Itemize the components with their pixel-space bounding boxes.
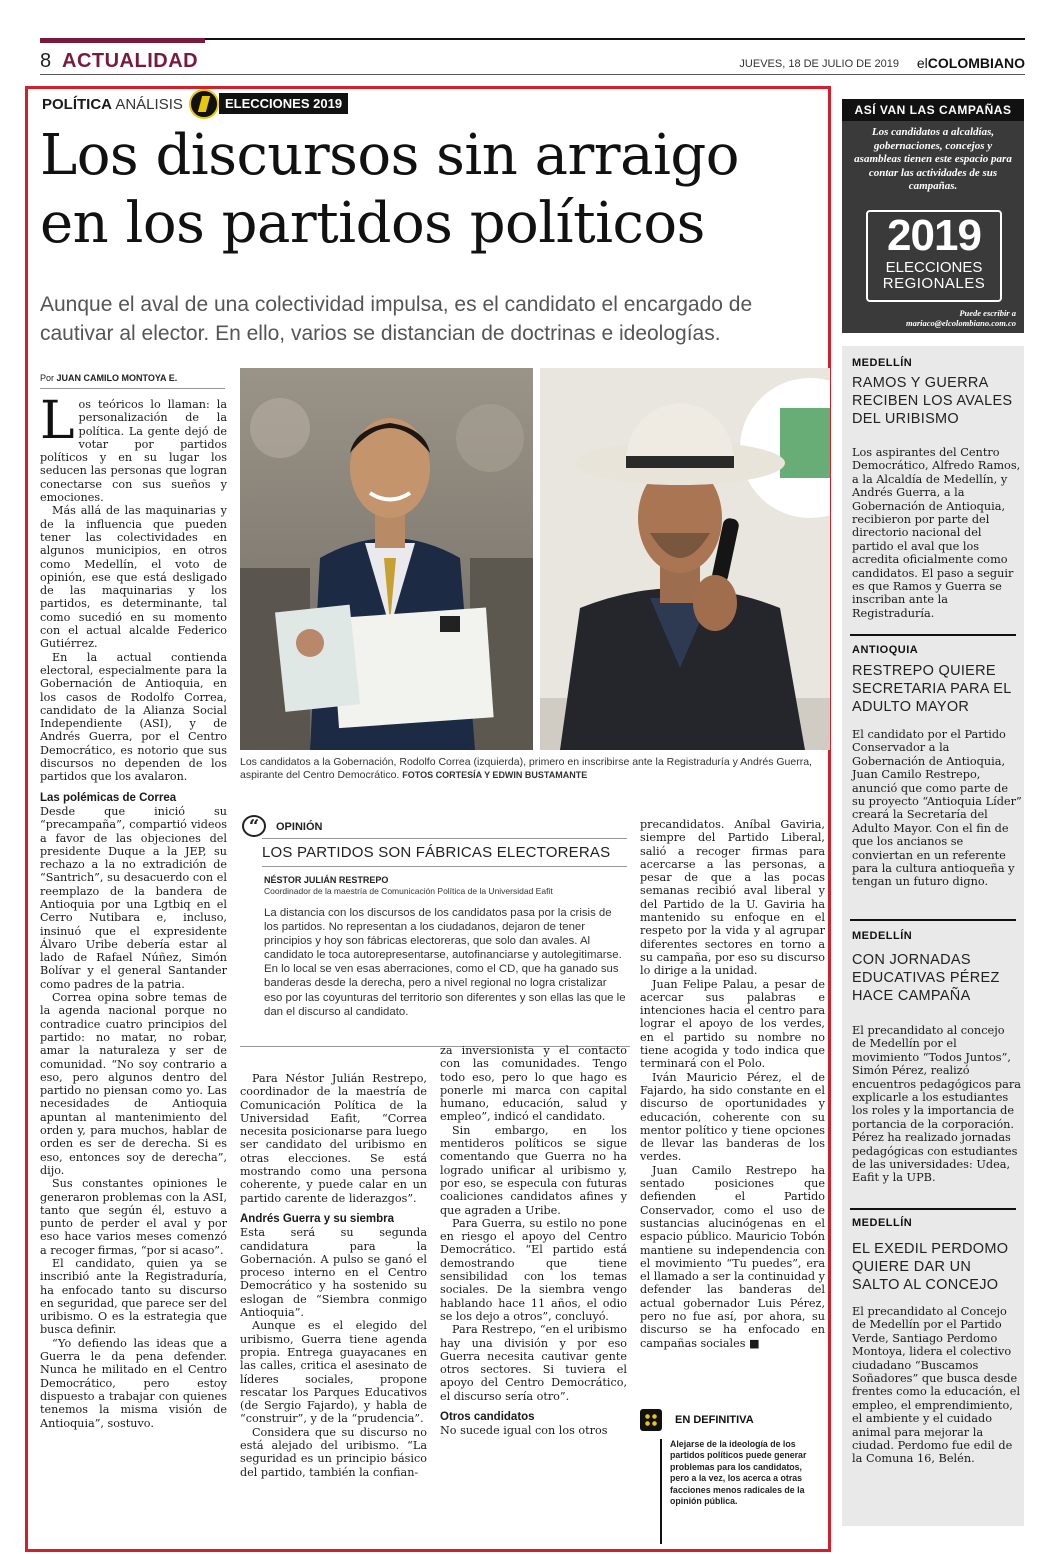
header-bottom-rule — [40, 74, 1025, 75]
photo-caption — [240, 756, 830, 782]
sidebar-item-title: EL EXEDIL PERDOMO QUIERE DAR UN SALTO AL CONCEJO — [852, 1241, 1009, 1293]
paragraph: Sus constantes opiniones le generaron problemas con la ASI, tanto que según él, estuvo a punto de perder el aval y por eso hace varios meses comenzó a recoger firmas, “por si acaso”. — [40, 1177, 227, 1257]
sidebar-item-title: CON JORNADAS EDUCATIVAS PÉREZ HACE CAMPAÑA — [852, 952, 1000, 1004]
paragraph: En la actual contienda electoral, especialmente para la Gobernación de Antioquia, en los casos de Rodolfo Correa, candidato de la Alianza Social Independiente (ASI), y de Andrés Guerra, por el Centro Democrático, es notorio que sus discursos no dependen de los partidos que los avalaron. — [40, 650, 227, 784]
sidebar-contact: Puede escribir a mariaco@elcolombiano.com.co — [905, 308, 1016, 328]
paragraph: Aunque es el elegido del uribismo, Guerra tiene agenda propia. Entrega guayacanes en las calles, critica el asesinato de líderes sociales, propone rescatar los Parques Educativos (de Sergio Fajardo), y habla de “construir”, y de la “prudencia”. — [240, 1319, 427, 1426]
paragraph: “Yo defiendo las ideas que a Guerra le da pena defender. Nunca he militado en el Centro Democrático, pero estoy dispuesto a trabajar con quienes tenemos la misma visión de Antioquia”, sostuvo. — [40, 1336, 227, 1430]
sidebar-item-text: Los aspirantes del Centro Democrático, Alfredo Ramos, a la Alcaldía de Medellín, y Andrés Guerra, a la Gobernación de Antioquia, recibieron por parte del directorio nacional del partido el aval que los acredita oficialmente como candidatos. El paso a seguir es que Ramos y Guerra se inscriban ante la Registraduría. — [852, 446, 1021, 620]
paragraph: Considera que su discurso no está alejado del uribismo. “La seguridad es un principio básico del partido, también la confian- — [240, 1425, 427, 1479]
article-kicker — [42, 96, 183, 113]
logo-year: 2019 — [887, 211, 981, 260]
article-column-2 — [240, 1072, 427, 1546]
headline-line-2: en los partidos políticos — [40, 191, 705, 256]
photo-correa-illustration — [240, 368, 533, 750]
caption-text: Los candidatos a la Gobernación, Rodolfo Correa (izquierda), primero en inscribirse ante la Registraduría y Andrés Guerra, aspirante del Centro Democrático. — [240, 756, 812, 781]
sidebar-divider — [850, 634, 1016, 636]
sidebar-item-text: El precandidato al Concejo de Medellín por el Partido Verde, Santiago Perdomo Montoya, lidera el colectivo ciudadano “Buscamos Soñadores” que busca desde frentes como la educación, el empleo, el emprendimiento, el ambiente y el cuidado animal para mejorar la ciudad. Perdomo fue edil de la Comuna 16, Belén. — [852, 1305, 1021, 1466]
article-column-4 — [640, 818, 825, 1400]
header-accent-bar — [40, 38, 205, 43]
sidebar-promo-text: Los candidatos a alcaldías, gobernaciones, concejos y asambleas tienen este espacio para contar las actividades de sus campañas. — [854, 126, 1012, 192]
kicker-type: ANÁLISIS — [115, 96, 183, 113]
headline — [40, 122, 820, 258]
photo-andres-guerra — [540, 368, 830, 750]
sidebar-divider — [850, 919, 1016, 921]
byline-author: JUAN CAMILO MONTOYA E. — [56, 373, 178, 383]
opinion-author: NÉSTOR JULIÁN RESTREPO — [264, 875, 389, 885]
opinion-rule-top — [262, 838, 627, 839]
paragraph: os teóricos lo llaman: la personalización de la política. La gente dejó de votar por partidos políticos y en su lugar los seducen las personas que logran conectarse con sus sueños y emociones. — [40, 398, 227, 505]
paragraph: Sin embargo, en los mentideros políticos se sigue comentando que Guerra no ha logrado unificar al uribismo y, por eso, se especula con futuras coaliciones candidatos afines y que agraden a Uribe. — [440, 1123, 627, 1217]
photo-credit: FOTOS CORTESÍA Y EDWIN BUSTAMANTE — [402, 770, 588, 780]
paragraph: Desde que inició su “precampaña”, compartió videos a favor de las objeciones del presidente Duque a la JEP, su rechazo a la no extradición de “Santrich”, su desacuerdo con el reemplazo de la bandera de Antioquia por una Lgtbiq en el Cerro Nutibara e, incluso, insinuó que el expresidente Álvaro Uribe debería estar al lado de Rafael Núñez, Simón Bolívar y el general Santander como padres de la patria. — [40, 804, 227, 991]
logo-line-1: ELECCIONES — [885, 259, 983, 276]
sidebar-item-text: El precandidato al concejo de Medellín por el movimiento “Todos Juntos”, Simón Pérez, realizó encuentros pedagógicos para explicarle a los estudiantes los roles y la importancia de portancia de la corporación. Pérez ha realizado jornadas pedagógicas con estudiantes de las universidades: Udea, Eafit y la UPB. — [852, 1024, 1022, 1185]
subheading-correa: Las polémicas de Correa — [40, 791, 177, 804]
byline-rule — [40, 388, 225, 389]
section-title: ACTUALIDAD — [62, 50, 199, 72]
paragraph: Más allá de las maquinarias y de la influencia que pueden tener las colectividades en algunos municipios, en otros como Medellín, el voto de opinión, ese que está desligado de las maquinarias y los partidos, es determinante, tal como sucedió en su momento con el actual alcalde Federico Gutiérrez. — [40, 504, 227, 651]
paragraph: za inversionista y el contacto con las comunidades. Tengo todo eso, pero lo que hago es ponerle mi marca con capital humano, educación, salud y empleo”, indicó el candidato. — [440, 1044, 627, 1124]
photo-rodolfo-correa — [240, 368, 533, 750]
headline-line-1: Los discursos sin arraigo — [40, 123, 739, 188]
drop-cap: L — [40, 398, 75, 451]
en-definitiva-text: Alejarse de la ideología de los partidos políticos puede generar problemas para los candidatos, pero a la vez, los acerca a otras facciones menos radicales de la opinión pública. — [660, 1439, 823, 1544]
sidebar-item-region: MEDELLÍN — [852, 1217, 913, 1229]
byline — [40, 373, 177, 383]
paragraph: Para Restrepo, “en el uribismo hay una división y por eso Guerra necesita cautivar gente otros sectores. Si tuviera el apoyo del Centro Democrático, el discurso sería otro”. — [440, 1323, 627, 1403]
kicker-category: POLÍTICA — [42, 96, 112, 113]
en-definitiva-label: EN DEFINITIVA — [675, 1414, 754, 1426]
byline-prefix: Por — [40, 373, 55, 383]
opinion-text: La distancia con los discursos de los candidatos pasa por la crisis de los partidos. No representan a los ciudadanos, dejaron de tener principios y hoy son fábricas electoreras, que solo dan avales. Al candidato le toca autorepresentarse, autofinanciarse y autolegitimarse. En lo local se ven esas aberraciones, como el CD, que ha ganado sus banderas desde la derecha, pero a nivel regional no logra cristalizar eso por las coyunturas del territorio son diferentes y son ellas las que le dan el discurso al candidato. — [264, 907, 626, 1018]
photo-guerra-illustration — [540, 368, 830, 750]
brand-prefix: el — [916, 55, 928, 71]
en-definitiva-icon — [640, 1409, 662, 1431]
sidebar-item-region: MEDELLÍN — [852, 357, 913, 369]
article-deck: Aunque el aval de una colectividad impulsa, es el candidato el encargado de cautivar al elector. En ello, varios se distancian de doctrinas e ideologías. — [40, 293, 753, 345]
opinion-rule-bottom — [262, 866, 627, 867]
paragraph: Iván Mauricio Pérez, el de Fajardo, ha sido constante en el discurso de oportunidades y educación, coherente con su mentor político y tiene opciones de llevar las banderas de los verdes. — [640, 1070, 825, 1164]
elections-logo-icon — [189, 89, 219, 119]
paragraph: No sucede igual con los otros — [440, 1424, 608, 1438]
subheading-otros: Otros candidatos — [440, 1411, 535, 1424]
paragraph: Para Néstor Julián Restrepo, coordinador de la maestría de Comunicación Política de la Universidad Eafit, “Correa necesita posicionarse para luego ser candidato del uribismo en otras elecciones. Se está mostrando como una persona coherente, y puede calar en un partido carente de liderazgos”. — [240, 1072, 427, 1205]
paragraph: Juan Felipe Palau, a pesar de acercar sus palabras e intenciones hacia el centro para lograr el apoyo de los verdes, en el partido su nombre no tiene acogida y todo indica que terminará con el Polo. — [640, 977, 825, 1071]
paragraph: Esta será su segunda candidatura para la Gobernación. A pulso se ganó el proceso interno en el Centro Democrático y ha sostenido su eslogan de “Siembra conmigo Antioquia”. — [240, 1226, 427, 1320]
sidebar-item-title: RESTREPO QUIERE SECRETARIA PARA EL ADULTO MAYOR — [852, 663, 1012, 715]
elections-tag: ELECCIONES 2019 — [219, 93, 348, 114]
paragraph: Para Guerra, su estilo no pone en riesgo el apoyo del Centro Democrático. “El partido está demostrando que tiene sensibilidad con los temas sociales. De la siembra vengo hablando hace 11 años, el odio se los dejo a otros”, concluyó. — [440, 1216, 627, 1323]
page-number: 8 — [40, 50, 52, 72]
paragraph: precandidatos. Aníbal Gaviria, siempre del Partido Liberal, salió a recoger firmas para acercarse a las personas, a pesar de que a las pocas semanas recibió aval liberal y del Partido de la U. Gaviria ha mantenido su enfoque en el respeto por la vida y al agrupar diferentes sectores en torno a su campaña, por eso su discurso lo dirige a la unidad. — [640, 818, 825, 978]
quote-icon: “ — [242, 815, 266, 837]
brand-name: COLOMBIANO — [927, 55, 1025, 71]
opinion-label: OPINIÓN — [276, 821, 323, 833]
paragraph: Correa opina sobre temas de la agenda nacional porque no contradice cuatro principios del partido: no matar, no robar, amar la naturaleza y ser de comunidad. “No soy contrario a eso, pero algunos dentro del partido no piensan como yo. Las necesidades de Antioquia apuntan al mantenimiento del orden y, para muchos, hablar de orden es ser de derecha. Si es eso, entonces soy de derecha”, dijo. — [40, 991, 227, 1177]
opinion-author-role: Coordinador de la maestría de Comunicación Política de la Universidad Eafit — [264, 886, 553, 896]
article-column-1 — [40, 398, 227, 1546]
subheading-guerra: Andrés Guerra y su siembra — [240, 1212, 395, 1225]
sidebar-item-text: El candidato por el Partido Conservador a la Gobernación de Antioquia, Juan Camilo Restrepo, anunció que como parte de su proyecto “Antioquia Líder” creará la Secretaría del Adulto Mayor. Con el fin de que los ancianos se conviertan en un referente para la cultura antioqueña y tengan un futuro digno. — [852, 728, 1022, 889]
opinion-title: LOS PARTIDOS SON FÁBRICAS ELECTORERAS — [262, 844, 611, 861]
sidebar-header: ASÍ VAN LAS CAMPAÑAS — [842, 99, 1024, 121]
sidebar-item-region: ANTIOQUIA — [852, 644, 919, 656]
publication-date: JUEVES, 18 DE JULIO DE 2019 — [739, 58, 899, 70]
article-column-3 — [440, 1044, 627, 1546]
paragraph: Juan Camilo Restrepo ha sentado posiciones que defienden el Partido Conservador, como el uso de sustancias alucinógenas en el espacio público. Mauricio Tobón mantiene su independencia con el movimiento “Tu puedes”, era el llamado a ser la continuidad y defender las banderas del actual gobernador Luis Pérez, pero no fue así, por ahora, su discurso se ha enfocado en campañas sociales ■ — [640, 1163, 825, 1350]
logo-line-2: REGIONALES — [882, 275, 986, 292]
newspaper-brand — [917, 55, 1025, 71]
paragraph: El candidato, quien ya se inscribió ante la Registraduría, ha enfocado tanto su discurso en seguridad, que parece ser del uribismo. O es la estrategia que busca definir. — [40, 1257, 227, 1337]
sidebar-item-region: MEDELLÍN — [852, 930, 913, 942]
sidebar-item-title: RAMOS Y GUERRA RECIBEN LOS AVALES DEL URIBISMO — [852, 375, 1013, 427]
sidebar-divider — [850, 1208, 1016, 1210]
